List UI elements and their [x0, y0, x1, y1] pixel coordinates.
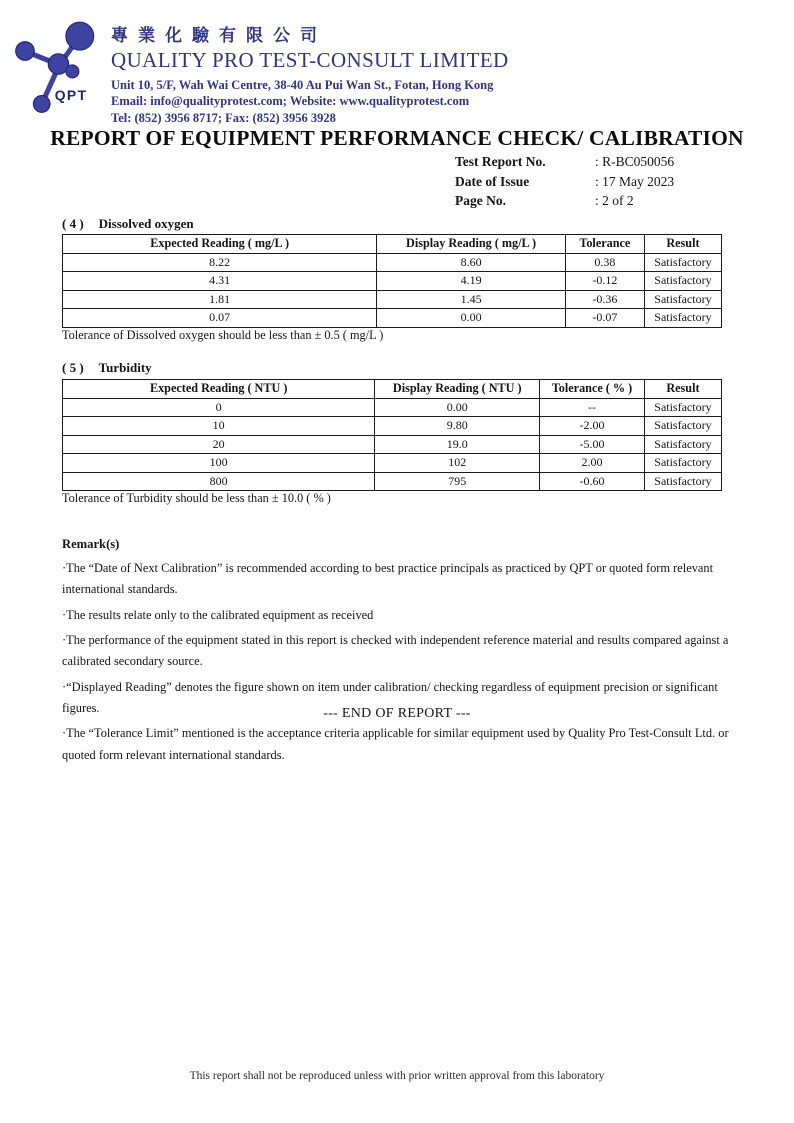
table-cell: Satisfactory: [644, 472, 721, 491]
remark-item: ·“Displayed Reading” denotes the figure shown on item under calibration/ checking regardless of equipment precision or significant figures.: [62, 679, 718, 715]
table-cell: Satisfactory: [644, 309, 721, 328]
table-header-row: [63, 380, 722, 399]
section-name: Dissolved oxygen: [98, 216, 194, 231]
remarks-heading: Remark(s): [62, 537, 120, 551]
table-cell: 0.00: [377, 309, 565, 328]
company-tel-fax: Tel: (852) 3956 8717; Fax: (852) 3956 3928: [111, 110, 336, 125]
table-cell: Satisfactory: [644, 290, 721, 309]
turbidity-tolerance-note: Tolerance of Turbidity should be less than ± 10.0 ( % ): [62, 491, 331, 505]
date-of-issue-value: : 17 May 2023: [595, 173, 675, 189]
company-info: [111, 12, 509, 126]
table-row: [63, 454, 722, 473]
table-row: [63, 309, 722, 328]
table-cell: 800: [63, 472, 375, 491]
page-number-label: Page No.: [455, 193, 506, 208]
table-cell: 0.38: [565, 253, 644, 272]
column-header: Display Reading ( mg/L ): [377, 235, 565, 254]
letterhead: [10, 12, 509, 126]
column-header: Tolerance ( % ): [540, 380, 645, 399]
table-cell: Satisfactory: [644, 454, 721, 473]
column-header: Expected Reading ( NTU ): [63, 380, 375, 399]
table-cell: Satisfactory: [644, 435, 721, 454]
table-cell: 2.00: [540, 454, 645, 473]
footer-disclaimer: This report shall not be reproduced unless with prior written approval from this laboratory: [189, 1070, 605, 1082]
page-number-value: : 2 of 2: [595, 193, 634, 208]
table-cell: 0.07: [63, 309, 377, 328]
company-email-website: Email: info@qualityprotest.com; Website: www.qualityprotest.com: [111, 94, 470, 109]
page-title: REPORT OF EQUIPMENT PERFORMANCE CHECK/ CALIBRATION: [50, 126, 744, 150]
table-cell: -0.07: [565, 309, 644, 328]
remarks-list: [62, 558, 740, 766]
table-row: [63, 472, 722, 491]
table-cell: 9.80: [375, 417, 540, 436]
report-number-value: : R-BC050056: [595, 154, 675, 169]
end-of-report-text: --- END OF REPORT ---: [323, 706, 471, 721]
dissolved-oxygen-tolerance-note: Tolerance of Dissolved oxygen should be less than ± 0.5 ( mg/L ): [62, 328, 384, 342]
report-info-block: [455, 152, 674, 211]
table-row: [63, 253, 722, 272]
column-header: Tolerance: [565, 235, 644, 254]
table-cell: -5.00: [540, 435, 645, 454]
table-cell: 795: [375, 472, 540, 491]
table-cell: 0.00: [375, 398, 540, 417]
remark-item: ·The performance of the equipment stated in this report is checked with independent reference material and results compared against a calibrated secondary source.: [62, 632, 729, 669]
table-header-row: [63, 235, 722, 254]
column-header: Display Reading ( NTU ): [375, 380, 540, 399]
section-number: ( 5 ): [62, 360, 84, 375]
company-address-block: [111, 77, 509, 127]
column-header: Result: [644, 380, 721, 399]
table-cell: -0.60: [540, 472, 645, 491]
company-logo: [10, 12, 105, 116]
company-name-english: QUALITY PRO TEST-CONSULT LIMITED: [111, 48, 509, 73]
table-cell: Satisfactory: [644, 417, 721, 436]
date-of-issue-row: [455, 172, 674, 192]
table-cell: 4.19: [377, 272, 565, 291]
table-cell: 8.22: [63, 253, 377, 272]
table-cell: --: [540, 398, 645, 417]
table-cell: Satisfactory: [644, 272, 721, 291]
remark-item: ·The “Date of Next Calibration” is recommended according to best practice principals as practiced by QPT or quoted form relevant international standards.: [62, 561, 714, 597]
table-cell: 4.31: [63, 272, 377, 291]
table-cell: -0.36: [565, 290, 644, 309]
section-heading-turbidity: [62, 360, 152, 376]
table-row: [63, 272, 722, 291]
table-cell: -2.00: [540, 417, 645, 436]
column-header: Expected Reading ( mg/L ): [63, 235, 377, 254]
table-cell: 19.0: [375, 435, 540, 454]
section-name: Turbidity: [98, 360, 152, 375]
column-header: Result: [644, 235, 721, 254]
table-row: [63, 417, 722, 436]
date-of-issue-label: Date of Issue: [455, 173, 530, 189]
table-cell: 102: [375, 454, 540, 473]
remark-item: ·The “Tolerance Limit” mentioned is the acceptance criteria applicable for similar equipment used by Quality Pro Test-Consult Ltd. or quoted form relevant international standards.: [62, 726, 729, 762]
dissolved-oxygen-table: [62, 234, 722, 328]
table-cell: 10: [63, 417, 375, 436]
table-cell: 1.81: [63, 290, 377, 309]
page-number-row: [455, 191, 674, 211]
molecule-logo-icon: [10, 12, 105, 116]
table-row: [63, 398, 722, 417]
company-name-chinese: 專業化驗有限公司: [111, 26, 327, 45]
table-cell: 100: [63, 454, 375, 473]
remarks-section: [62, 537, 740, 770]
report-number-row: [455, 152, 674, 172]
turbidity-table: [62, 379, 722, 491]
table-row: [63, 290, 722, 309]
table-cell: Satisfactory: [644, 398, 721, 417]
table-cell: 0: [63, 398, 375, 417]
table-cell: 1.45: [377, 290, 565, 309]
table-cell: 20: [63, 435, 375, 454]
table-cell: 8.60: [377, 253, 565, 272]
section-heading-dissolved-oxygen: [62, 216, 194, 232]
table-row: [63, 435, 722, 454]
table-cell: Satisfactory: [644, 253, 721, 272]
company-address: Unit 10, 5/F, Wah Wai Centre, 38-40 Au Pui Wan St., Fotan, Hong Kong: [111, 77, 494, 92]
remark-item: ·The results relate only to the calibrated equipment as received: [62, 607, 374, 622]
section-number: ( 4 ): [62, 216, 84, 231]
report-number-label: Test Report No.: [455, 154, 546, 169]
logo-qpt-text: QPT: [54, 87, 88, 104]
table-cell: -0.12: [565, 272, 644, 291]
